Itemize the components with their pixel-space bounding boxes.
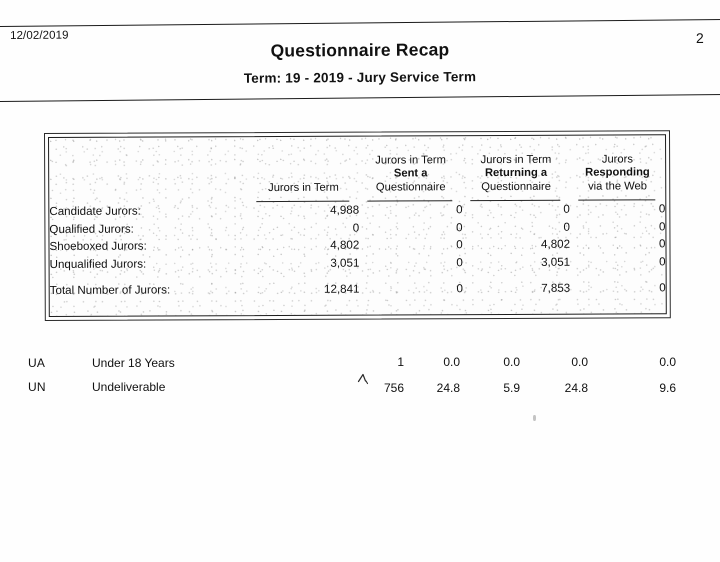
row-label: Unqualified Jurors: [49,257,147,271]
row-value: 4,802 [330,238,360,252]
total-row-value: 0 [456,282,463,296]
code-value-count: 1 [397,355,404,369]
header-line-3: via the Web [588,180,647,193]
header-line-2: Returning a [484,167,548,180]
header-line-3: Jurors in Term [268,181,339,194]
row-value: 0 [658,220,666,234]
table-total-row [50,280,666,300]
header-corner-blank [49,155,248,196]
header-line-1: Jurors [601,153,633,166]
row-label: Candidate Jurors: [49,204,141,219]
column-header-responding-via-web [570,153,666,194]
spacer-cell [359,136,462,154]
code-list-row-un [0,376,720,400]
spacer-cell [49,137,248,156]
header-line-1: Jurors in Term [480,153,552,167]
table-header-row [49,153,665,196]
code-value-percent-2: 5.9 [503,381,520,395]
spacer-cell [463,271,570,280]
code-value-percent-4: 9.6 [659,381,676,395]
page-subtitle: Term: 19 - 2019 - Jury Service Term [243,69,477,86]
total-row-value: 12,841 [324,282,360,296]
code-description: Undeliverable [92,380,166,394]
recap-table [49,135,666,299]
row-value: 0 [456,203,463,217]
spacer-cell [248,272,359,281]
row-value: 4,988 [330,203,360,217]
row-value: 0 [456,220,463,234]
scan-speck [533,415,536,421]
total-row-label: Total Number of Jurors: [49,283,171,298]
code-abbreviation: UA [28,356,46,370]
row-value: 0 [658,202,666,216]
row-value: 0 [352,221,360,235]
print-date: 12/02/2019 [10,29,69,42]
column-header-jurors-in-term [248,155,359,196]
row-value: 0 [456,238,463,252]
header-line-2: Sent a [393,167,428,180]
spacer-cell [570,135,666,153]
page-number: 2 [696,29,705,47]
column-header-sent-questionnaire [359,154,463,195]
header-line-1: Jurors in Term [375,154,446,167]
spacer-cell [359,271,462,280]
recap-table-frame [44,130,671,321]
row-value: 0 [659,255,666,269]
row-label: Qualified Jurors: [49,222,134,236]
code-list [0,352,720,400]
total-row-value: 7,853 [541,281,571,296]
total-row-value: 0 [659,281,666,295]
spacer-cell [248,137,359,155]
row-value: 3,051 [330,256,360,270]
recap-table-frame-inner [48,134,667,317]
spacer-cell [462,136,569,154]
code-description: Under 18 Years [92,356,175,370]
header-line-3: Questionnaire [481,180,551,193]
spacer-cell [570,271,666,280]
row-value: 0 [659,237,666,251]
code-value-percent-2: 0.0 [503,355,520,369]
code-abbreviation: UN [28,380,46,394]
column-header-returning-questionnaire [462,154,570,195]
code-value-percent-1: 24.8 [436,381,460,395]
code-value-percent-3: 24.8 [564,381,588,395]
row-value: 0 [563,202,570,216]
code-value-percent-4: 0.0 [659,355,676,369]
code-value-count: 756 [383,381,404,395]
row-value: 0 [563,220,570,234]
page-title: Questionnaire Recap [270,39,450,61]
header-line-3: Questionnaire [375,181,446,194]
code-value-percent-3: 0.0 [571,355,588,369]
code-value-percent-1: 0.0 [443,355,460,369]
row-value: 3,051 [541,255,571,269]
header-line-2: Responding [585,166,650,180]
row-value: 4,802 [540,237,571,252]
row-label: Shoeboxed Jurors: [49,239,147,254]
code-list-row-ua [0,352,720,376]
row-value: 0 [456,255,463,269]
